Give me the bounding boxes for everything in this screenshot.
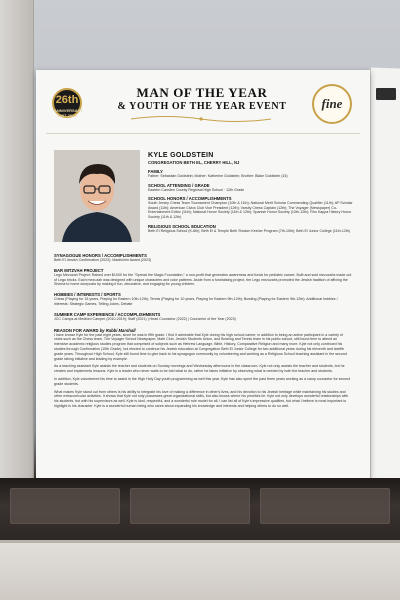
- section-heading: SCHOOL HONORS / ACCOMPLISHMENTS: [148, 196, 232, 202]
- adjacent-poster-logo: [376, 88, 396, 100]
- section-body: JCC Camps at Medford Camper (2010-2019); Staff (2021) | Head Counselor (2022) | Counselor of the Year (2023): [54, 316, 236, 321]
- reason-author: by Rabbi Marshall: [99, 327, 136, 333]
- section-hobbies: [54, 292, 352, 307]
- reason-title: REASON FOR AWARD: [54, 327, 99, 333]
- badge-caption: ANNIVERSARY: [54, 108, 83, 113]
- section-body: Lego Mezuzah Project: Raised over $1000 for the "Spread the Magic Foundation," a non-profit that generates awareness and funds for pediatric cancer. Built and sold mezuzahs made out of Lego bricks. Each mezuzah was designed with unique characters and color patterns. Aside from a fundraising project, the Lego mezuzahs promoted the Jewish tradition of affixing the Shema to home doorposts by making it fun, decorative, and engaging for young children.: [54, 272, 352, 287]
- section-heading: RELIGIOUS SCHOOL EDUCATION: [148, 223, 216, 229]
- background-wall: [0, 0, 34, 480]
- reason-paragraph: I have known Kyle for the past eight years, since he was in fifth grade. I find it admirable that Kyle during his high school career, in addition to being an active participant in a variety of clubs such as the Chess team, The Voyager School Newspaper, Math Club, Jewish Students Union, and Bowling and Tennis team in his public school, still found time to attend an intensive academic religious studies program that comprised of subjects such as Hebrew Language, Bible, History, Comparative Religion and many more. Kyle not only continued his studies through Confirmation (10th Grade), but elected to continue his Jewish education at Congregation Beth El Junior College for two additional years during his eleventh and twelfth grade years. Throughout High School, Kyle still found time to give back to his synagogue community by volunteering and working as a Religious School teaching assistant in the second grade taking initiative and leading by example.: [54, 332, 347, 361]
- section-heading: SCHOOL ATTENDING / GRADE: [148, 182, 210, 188]
- table-tile: [10, 488, 120, 524]
- portrait-image: [54, 150, 140, 242]
- reason-paragraph: What makes Kyle stand out from others is his ability to integrate his love of making a difference in other's lives, and his devotion to his Jewish heritage while maintaining his studies and other extracurricular activities. It shows that Kyle not only possesses great organizational skills, but also knows where his priorities lie. Kyle not only develops wonderful relationships with his students, but with his supervisors as well. Kyle is kind, respectful, and a wonderful role model for all. I can list all of Kyle's impressive qualities, but what I believe is most important to highlight is his character. Kyle is a wonderful human being who cares about expanding his knowledge and interests and helping others to do so well.: [54, 389, 349, 408]
- section-bar-mitzvah-project: [54, 268, 352, 287]
- event-title-line1: MAN OF THE YEAR: [136, 85, 268, 100]
- event-title-line2: & YOUTH OF THE YEAR EVENT: [117, 101, 287, 112]
- floor-ledge: [0, 540, 400, 600]
- section-school-honors: [148, 196, 353, 219]
- poster-header: [46, 76, 360, 134]
- reason-paragraph: As a teaching assistant Kyle assists the teacher and students on Sunday mornings and Wednesday afternoons in the classroom. Kyle not only assists the teacher and students, but he creates and implements lessons. Kyle is a leader who never waits to be told what to do, rather he takes initiative by observing what is needed by both the teacher and students.: [54, 364, 345, 374]
- table-tile: [260, 488, 390, 524]
- fine-logo: [312, 84, 352, 124]
- section-heading: BAR MITZVAH PROJECT: [54, 267, 104, 273]
- section-school: [148, 183, 353, 193]
- honoree-photo: [54, 150, 140, 242]
- section-body: Father: Sebastian Goldstein; Mother: Katherine Goldstein; Brother: Blake Goldstein (15): [148, 174, 288, 178]
- section-family: [148, 169, 353, 179]
- badge-years: 1997-2023: [57, 113, 77, 118]
- table-tile: [130, 488, 250, 524]
- section-body: Beth El Religious School (K-6th); Beth El & Temple Beth Sholom Kesher Program (7th-10th); Beth El Junior College (11th-12th): [148, 228, 351, 233]
- honoree-name: KYLE GOLDSTEIN: [148, 152, 214, 159]
- gold-flourish-icon: [126, 114, 276, 124]
- section-body: South Jersey Chess Team Tournament Champion (10th & 11th); National Merit Scholar Commending Qualifier (11th); AP Scholar Award (11th); American Civics Club Vice President (12th); Varsity Chess Captain (12th); The Voyager (Newspaper) Co-Entertainment Editor (11th); National Honor Society (11th & 12th); Spanish Honor Society (10th-12th); Rho Kappa History Honor Society (11th & 12th): [148, 201, 353, 219]
- adjacent-poster-board: [370, 67, 400, 488]
- logo-text: fine: [321, 96, 343, 111]
- honoree-poster: [36, 70, 370, 486]
- anniversary-badge: [52, 88, 82, 118]
- section-body: Eastern Camden County Regional High School · 12th Grade: [148, 187, 245, 192]
- section-synagogue-honors: [54, 253, 352, 263]
- section-body: Chess (Playing for 15 years, Playing for Eastern 10th-12th); Tennis (Playing for 10 years, Playing for Eastern 9th-12th); Bowling (Playing for Eastern 9th-12th); Additional hobbies / interests: Strategic Games, Telling Jokes, Debate: [54, 297, 338, 306]
- section-heading: SUMMER CAMP EXPERIENCE / ACCOMPLISHMENTS: [54, 311, 161, 317]
- section-heading: HOBBIES / INTERESTS / SPORTS: [54, 292, 121, 298]
- section-summer-camp: [54, 312, 352, 322]
- badge-number: 26th: [55, 94, 79, 106]
- honoree-details: [148, 152, 353, 233]
- section-body: Beth El Jewish Confirmation (2022); Madrichim Award (2023): [54, 258, 152, 262]
- section-religious-school: [148, 224, 353, 234]
- honoree-congregation: CONGREGATION BETH EL, CHERRY HILL, NJ: [148, 160, 240, 165]
- section-heading: SYNAGOGUE HONORS / ACCOMPLISHMENTS: [54, 253, 147, 258]
- event-title: [92, 86, 312, 114]
- poster-lower-sections: [54, 248, 352, 409]
- section-heading: FAMILY: [148, 169, 163, 174]
- reason-paragraph: In addition, Kyle volunteered his time to assist in the High Holy Day youth programming as well this year. Kyle has also spent the past three years working as a camp counselor for second grade students.: [54, 376, 351, 386]
